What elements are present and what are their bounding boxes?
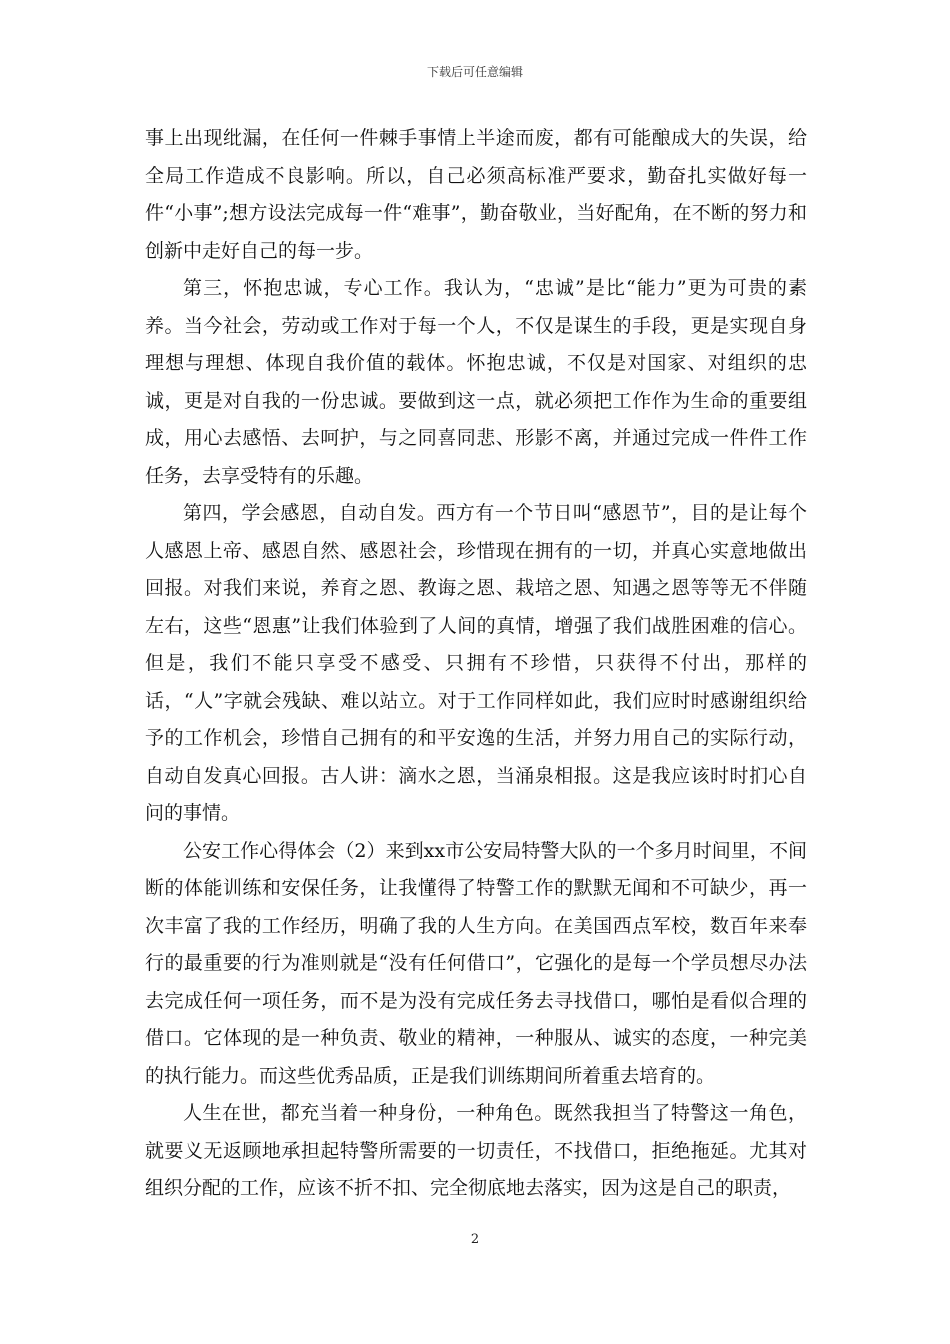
paragraph-role: 人生在世，都充当着一种身份，一种角色。既然我担当了特警这一角色，就要义无返顾地承担起特警所需要的一切责任，不找借口，拒绝拖延。尤其对组织分配的工作，应该不折不扣、完全彻底地去落实，因为这是自己的职责， (145, 1102, 807, 1199)
document-body (145, 120, 807, 1208)
paragraph-continuation: 事上出现纰漏，在任何一件棘手事情上半途而废，都有可能酿成大的失误，给全局工作造成不良影响。所以，自己必须高标准严要求，勤奋扎实做好每一件“小事”;想方设法完成每一件“难事”，勤奋敬业，当好配角，在不断的努力和创新中走好自己的每一步。 (145, 127, 807, 262)
paragraph-experience-2: 公安工作心得体会（2）来到xx市公安局特警大队的一个多月时间里，不间断的体能训练和安保任务，让我懂得了特警工作的默默无闻和不可缺少，再一次丰富了我的工作经历，明确了我的人生方向。在美国西点军校，数百年来奉行的最重要的行为准则就是“没有任何借口”，它强化的是每一个学员想尽办法去完成任何一项任务，而不是为没有完成任务去寻找借口，哪怕是看似合理的借口。它体现的是一种负责、敬业的精神，一种服从、诚实的态度，一种完美的执行能力。而这些优秀品质，正是我们训练期间所着重去培育的。 (145, 839, 807, 1087)
page-number: 2 (470, 1232, 480, 1247)
page-header: 下载后可任意编辑 (426, 65, 523, 79)
paragraph-fourth-point: 第四，学会感恩，自动自发。西方有一个节日叫“感恩节”，目的是让每个人感恩上帝、感恩自然、感恩社会，珍惜现在拥有的一切，并真心实意地做出回报。对我们来说，养育之恩、教诲之恩、栽培之恩、知遇之恩等等无不伴随左右，这些“恩惠”让我们体验到了人间的真情，增强了我们战胜困难的信心。但是，我们不能只享受不感受、只拥有不珍惜，只获得不付出，那样的话，“人”字就会残缺、难以站立。对于工作同样如此，我们应时时感谢组织给予的工作机会，珍惜自己拥有的和平安逸的生活，并努力用自己的实际行动，自动自发真心回报。古人讲：滴水之恩，当涌泉相报。这是我应该时时扪心自问的事情。 (145, 502, 807, 824)
paragraph-third-point: 第三，怀抱忠诚，专心工作。我认为，“忠诚”是比“能力”更为可贵的素养。当今社会，劳动或工作对于每一个人，不仅是谋生的手段，更是实现自身理想与理想、体现自我价值的载体。怀抱忠诚，不仅是对国家、对组织的忠诚，更是对自我的一份忠诚。要做到这一点，就必须把工作作为生命的重要组成，用心去感悟、去呵护，与之同喜同悲、形影不离，并通过完成一件件工作任务，去享受特有的乐趣。 (145, 277, 807, 487)
